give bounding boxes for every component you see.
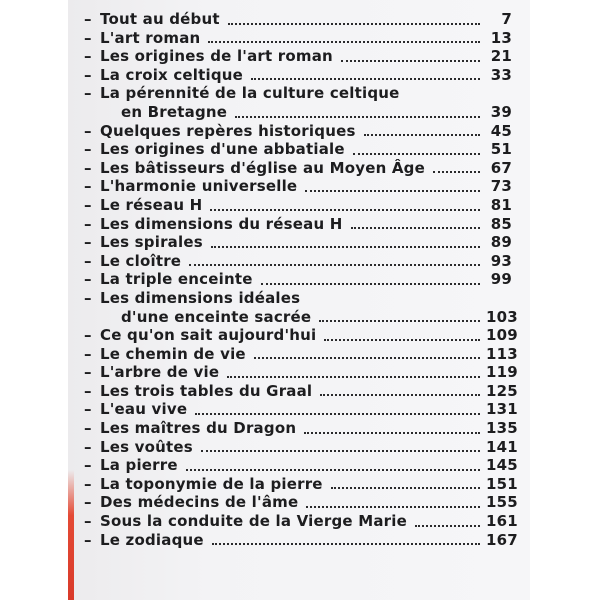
toc-entry [84, 326, 518, 345]
entry-dash: – [84, 288, 92, 307]
toc-entry-title: L'art roman [100, 28, 201, 47]
toc-entry [84, 122, 512, 141]
toc-entry-title: Les spirales [100, 233, 203, 252]
toc-page-number: 103 [486, 307, 518, 326]
dot-leader [353, 152, 480, 155]
toc-page-number: 45 [490, 121, 512, 140]
entry-dash: – [84, 233, 92, 252]
toc-page-number: 7 [501, 10, 512, 28]
toc-entry-line [84, 512, 518, 531]
dot-leader [211, 245, 480, 248]
toc-page-number: 89 [490, 233, 512, 252]
dot-leader [319, 319, 480, 322]
toc-entry-title: La toponymie de la pierre [100, 474, 323, 493]
entry-dash: – [84, 437, 92, 456]
toc-entry-line [84, 493, 518, 512]
entry-dash: – [84, 28, 92, 47]
dot-leader [304, 431, 480, 434]
toc-page-number: 85 [490, 214, 512, 233]
toc-entry-line [84, 177, 512, 196]
toc-entry-line [84, 307, 518, 327]
entry-dash: – [84, 381, 92, 400]
toc-entry-line [84, 344, 518, 364]
toc-entry [84, 159, 512, 178]
toc-page-number: 13 [490, 28, 512, 47]
toc-entry-line [84, 215, 512, 234]
toc-entry-line-continued [84, 289, 512, 308]
dot-leader [415, 524, 480, 527]
toc-entry-title: Tout au début [100, 10, 220, 28]
dot-leader [306, 505, 480, 508]
toc-page-number: 67 [490, 158, 512, 177]
entry-dash: – [84, 326, 92, 345]
entry-dash: – [84, 177, 92, 196]
toc-entry-title: Le zodiaque [100, 530, 204, 549]
toc-page-number: 145 [486, 456, 518, 475]
dot-leader [227, 375, 480, 378]
toc-entry-title: Les bâtisseurs d'église au Moyen Âge [100, 158, 425, 177]
toc-entry [84, 140, 512, 159]
toc-entry-title: Les dimensions du réseau H [100, 214, 343, 233]
toc-page-number: 167 [486, 530, 518, 549]
dot-leader [351, 226, 480, 229]
toc-entry-title: Le réseau H [100, 195, 203, 214]
dot-leader [261, 282, 480, 285]
toc-entry-line-continued [84, 84, 512, 103]
toc-entry [84, 381, 518, 401]
toc-page-number: 151 [486, 474, 518, 493]
toc-entry-line [84, 66, 512, 85]
toc-entry [84, 10, 512, 29]
toc-entry-title: Quelques repères historiques [100, 121, 356, 140]
table-of-contents [84, 10, 518, 549]
toc-entry-title: Les trois tables du Graal [100, 381, 313, 400]
toc-entry-line [84, 196, 512, 215]
entry-dash: – [84, 121, 92, 140]
dot-leader [195, 412, 480, 415]
toc-entry-title: Le chemin de vie [100, 344, 246, 363]
toc-entry [84, 288, 518, 326]
entry-dash: – [84, 419, 92, 438]
toc-page-number: 141 [486, 437, 518, 456]
toc-entry-title: Sous la conduite de la Vierge Marie [100, 512, 407, 531]
toc-entry-line [84, 103, 512, 122]
toc-page-number: 51 [490, 140, 512, 159]
toc-entry-title: L'harmonie universelle [100, 177, 298, 196]
toc-entry [84, 252, 512, 271]
dot-leader [251, 77, 480, 80]
toc-entry [84, 215, 512, 234]
toc-page-number: 21 [490, 47, 512, 66]
toc-page-number: 93 [490, 251, 512, 270]
entry-dash: – [84, 65, 92, 84]
toc-entry [84, 66, 512, 85]
toc-entry [84, 363, 518, 382]
toc-entry-line [84, 10, 512, 29]
entry-dash: – [84, 47, 92, 66]
toc-entry [84, 344, 518, 364]
toc-entry-title: Le cloître [100, 251, 182, 270]
toc-entry-line [84, 159, 512, 178]
toc-entry-line [84, 29, 512, 48]
dot-leader [228, 22, 480, 25]
toc-entry-line [84, 122, 512, 141]
toc-entry-title: en Bretagne [121, 102, 228, 121]
toc-page-number: 131 [486, 400, 518, 419]
dot-leader [364, 133, 480, 136]
entry-dash: – [84, 10, 92, 28]
dot-leader [212, 542, 480, 545]
toc-entry-title: Les maîtres du Dragon [100, 419, 297, 438]
entry-dash: – [84, 400, 92, 419]
toc-entry [84, 474, 518, 494]
toc-entry [84, 512, 518, 531]
toc-page-number: 33 [490, 65, 512, 84]
toc-page-number: 135 [486, 419, 518, 438]
entry-dash: – [84, 195, 92, 214]
toc-entry [84, 437, 518, 457]
entry-dash: – [84, 84, 92, 103]
toc-entry-title: L'arbre de vie [100, 363, 220, 382]
toc-page-number: 73 [490, 177, 512, 196]
toc-page-number: 155 [486, 493, 518, 512]
toc-entry-line [84, 233, 512, 252]
entry-dash: – [84, 158, 92, 177]
toc-page-number: 161 [486, 512, 518, 531]
toc-entry [84, 419, 518, 438]
entry-dash: – [84, 140, 92, 159]
toc-entry [84, 177, 512, 196]
entry-dash: – [84, 530, 92, 549]
dot-leader [331, 486, 480, 489]
toc-entry-title: Les dimensions idéales [100, 288, 301, 307]
toc-entry-line [84, 140, 512, 159]
dot-leader [189, 263, 480, 266]
toc-entry-line [84, 456, 518, 475]
toc-entry [84, 29, 512, 48]
toc-entry-title: d'une enceinte sacrée [121, 307, 312, 326]
entry-dash: – [84, 270, 92, 289]
toc-entry-title: Les origines d'une abbatiale [100, 140, 345, 159]
red-book-edge [68, 470, 74, 600]
entry-dash: – [84, 493, 92, 512]
toc-entry-title: Ce qu'on sait aujourd'hui [100, 326, 317, 345]
toc-entry [84, 400, 518, 419]
dot-leader [186, 468, 480, 471]
toc-page-number: 113 [486, 344, 518, 363]
toc-entry-line [84, 381, 518, 401]
toc-entry-line [84, 326, 518, 345]
dot-leader [433, 170, 480, 173]
toc-page-number: 99 [490, 270, 512, 289]
toc-entry-line [84, 270, 512, 289]
dot-leader [324, 338, 480, 341]
dot-leader [254, 356, 480, 359]
entry-dash: – [84, 512, 92, 531]
toc-entry-line [84, 530, 518, 550]
toc-entry-title: Les voûtes [100, 437, 193, 456]
toc-entry-title: La croix celtique [100, 65, 244, 84]
toc-entry-line [84, 474, 518, 494]
toc-entry-title: La pierre [100, 456, 178, 475]
dot-leader [210, 208, 480, 211]
toc-page-number: 109 [486, 326, 518, 345]
entry-dash: – [84, 363, 92, 382]
toc-entry [84, 530, 518, 550]
toc-entry-line [84, 252, 512, 271]
toc-entry [84, 196, 512, 215]
toc-entry [84, 456, 518, 475]
dot-leader [201, 449, 480, 452]
entry-dash: – [84, 344, 92, 363]
toc-entry [84, 47, 512, 66]
toc-page-number: 125 [486, 381, 518, 400]
toc-entry [84, 84, 512, 121]
dot-leader [208, 40, 480, 43]
toc-entry [84, 270, 512, 289]
entry-dash: – [84, 214, 92, 233]
dot-leader [305, 189, 480, 192]
toc-entry-title: Les origines de l'art roman [100, 47, 333, 66]
dot-leader [235, 115, 480, 118]
dot-leader [341, 59, 480, 62]
toc-entry-title: La triple enceinte [100, 270, 253, 289]
entry-dash: – [84, 456, 92, 475]
toc-entry-line [84, 363, 518, 382]
toc-entry [84, 233, 512, 252]
entry-dash: – [84, 474, 92, 493]
toc-entry-line [84, 400, 518, 419]
toc-page-number: 119 [486, 363, 518, 382]
dot-leader [320, 393, 480, 396]
toc-entry-line [84, 47, 512, 66]
toc-page-number: 81 [490, 195, 512, 214]
toc-entry-line [84, 437, 518, 457]
toc-entry-title: La pérennité de la culture celtique [100, 84, 400, 103]
toc-entry [84, 493, 518, 512]
toc-entry-title: L'eau vive [100, 400, 188, 419]
toc-entry-line [84, 419, 518, 438]
entry-dash: – [84, 251, 92, 270]
toc-entry-title: Des médecins de l'âme [100, 493, 299, 512]
toc-page-number: 39 [490, 102, 512, 121]
